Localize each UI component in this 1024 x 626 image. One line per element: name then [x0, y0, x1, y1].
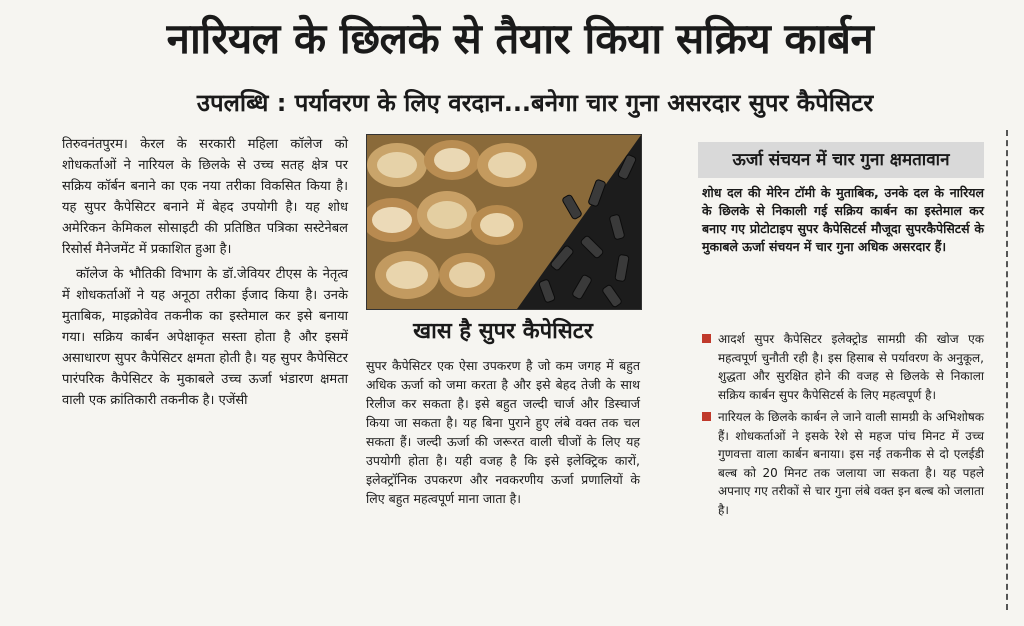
column-divider — [1006, 130, 1009, 610]
middle-body: सुपर कैपेसिटर एक ऐसा उपकरण है जो कम जगह में बहुत अधिक ऊर्जा को जमा करता है और इसे बेहद तेजी के साथ रिलीज कर सकता है। इसे बहुत जल्दी चार्ज और डिस्चार्ज किया जा सकता है। यह बिना पुराने हुए लंबे वक्त तक चल सकता हैं। जल्दी ऊर्जा की जरूरत वाली चीजों के लिए यह उपयोगी होता है। यही वजह है कि इसे इलेक्ट्रिक कारों, इलेक्ट्रॉनिक उपकरण और नवकरणीय ऊर्जा प्रणालियों के लिए बहुत महत्वपूर्ण माना जाता है। — [366, 358, 640, 506]
left-paragraph-2: कॉलेज के भौतिकी विभाग के डॉ.जेवियर टीएस के नेतृत्व में शोधकर्ताओं ने यह अनूठा तरीका ईजाद किया है। उनके मुताबिक, माइक्रोवेव तकनीक का इस्तेमाल कर इसे बनाया गया। सक्रिय कार्बन अपेक्षाकृत सस्ता होता है और इसमें असाधारण सुपर कैपेसिटर क्षमता होती है। यह सुपर कैपेसिटर पारंपरिक कैपेसिटर के मुकाबले उच्च ऊर्जा भंडारण क्षमता वाली एक क्रांतिकारी तकनीक है। एजेंसी — [62, 267, 348, 408]
bullet-square-icon — [702, 334, 711, 343]
right-intro-text: शोध दल की मेरिन टॉमी के मुताबिक, उनके दल के नारियल के छिलके से निकाली गई सक्रिय कार्बन का इस्तेमाल कर बनाए गए प्रोटोटाइप सुपर कैपेसिटर्स मौजूदा सुपरकैपेसिटर्स के मुकाबले ऊर्जा संचयन में चार गुना अधिक असरदार हैं। — [702, 185, 984, 254]
headline: नारियल के छिलके से तैयार किया सक्रिय कार्बन — [166, 14, 874, 63]
subheadline: उपलब्धि : पर्यावरण के लिए वरदान...बनेगा चार गुना असरदार सुपर कैपेसिटर — [196, 89, 874, 117]
bullet-list — [702, 330, 984, 523]
bullet-square-icon — [702, 412, 711, 421]
photo-illustration-icon — [367, 135, 641, 309]
right-intro — [702, 184, 984, 256]
bullet-item — [702, 408, 984, 519]
bullet-item — [702, 330, 984, 404]
right-heading: ऊर्जा संचयन में चार गुना क्षमतावान — [698, 142, 984, 178]
left-paragraph-1: तिरुवनंतपुरम। केरल के सरकारी महिला कॉलेज को शोधकर्ताओं ने नारियल के छिलके से उच्च सतह क्षेत्र पर सक्रिय कॉर्बन बनाने का एक नया तरीका विकसित किया है। यह सुपर कैपेसिटर बनाने में बेहद उपयोगी है। यह शोध अमेरिकन केमिकल सोसाइटी की प्रतिष्ठित पत्रिका सस्टेनेबल रिसोर्स मैनेजमेंट में प्रकाशित हुआ है। — [62, 137, 348, 257]
middle-column — [366, 356, 640, 508]
bullet-text-2: नारियल के छिलके कार्बन ले जाने वाली सामग्री के अभिशोषक हैं। शोधकर्ताओं ने इसके रेशे से महज पांच मिनट में उच्च गुणवत्ता वाला कार्बन बनाया। इस नई तकनीक से दो एलईडी बल्ब को 20 मिनट तक जलाया जा सकता है। यह पहले अपनाए गए तरीकों से चार गुना लंबे वक्त इन बल्ब को जलाता है। — [718, 410, 984, 517]
box-title: खास है सुपर कैपेसिटर — [413, 319, 593, 344]
bullet-text-1: आदर्श सुपर कैपेसिटर इलेक्ट्रोड सामग्री की खोज एक महत्वपूर्ण चुनौती रही है। इस हिसाब से पर्यावरण के अनुकूल, शुद्धता और सुरक्षित होने की वजह से छिलके से निकाला सक्रिय कार्बन सुपर कैपेसिटर्स के लिए महत्वपूर्ण है। — [718, 332, 984, 402]
left-column — [62, 134, 348, 415]
coconut-carbon-photo — [366, 134, 642, 310]
